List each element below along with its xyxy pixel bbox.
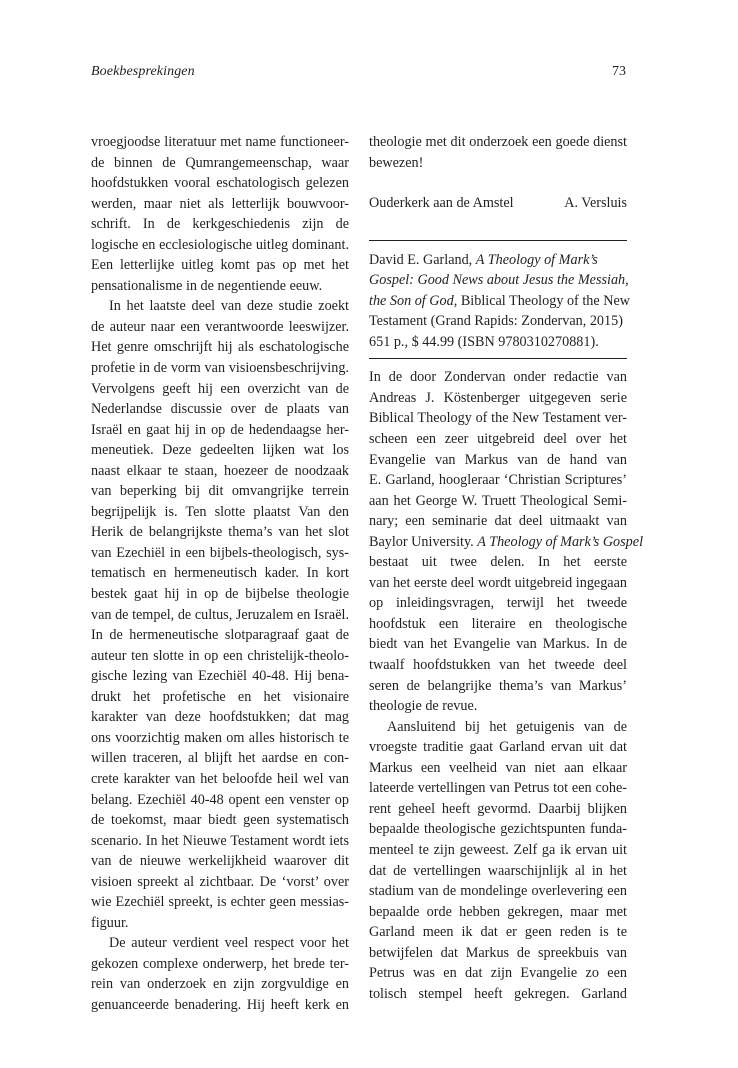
text-line: Evangelie van Markus van de hand van (369, 451, 627, 468)
text-line: schrift. In de kerkgeschiedenis zijn de (91, 216, 349, 233)
text-line: vroegste traditie gaat Garland ervan uit dat (369, 739, 627, 756)
text-line: de toekomst, maar biedt geen systematisch (91, 812, 349, 829)
text-line: meneutiek. Deze gedeelten lijken wat los (91, 442, 349, 459)
right-column (369, 132, 644, 1004)
text-line: bewezen! (369, 154, 424, 171)
text-line: tolisch stempel heeft gekregen. Garland (369, 985, 627, 1002)
text-line: aan het George W. Truett Theological Semi- (369, 492, 627, 509)
review-signature (369, 193, 627, 214)
bibliography-line (369, 250, 627, 271)
book-author: David E. Garland, (369, 251, 476, 268)
text-line: seren de belangrijke thema’s van Markus’ (369, 677, 627, 694)
text-line: tematisch en hermeneutisch kader. In kort (91, 565, 349, 582)
text-line: Markus een veelheid van niet aan elkaar (369, 759, 627, 776)
spacer (369, 359, 627, 367)
text-line: dat de vertellingen waarschijnlijk al in het (369, 862, 627, 879)
text-line: Petrus was en dat zijn Evangelie zo een (369, 965, 627, 982)
text-line: Vervolgens geeft hij een overzicht van de (91, 380, 349, 397)
baylor-text: Baylor University. (369, 533, 478, 550)
text-line: Herik de belangrijkste thema’s van het slot (91, 524, 349, 541)
text-line: belang. Ezechiël 40-48 opent een venster op (91, 791, 349, 808)
text-line: crete karakter van het beloofde heil wel van (91, 770, 349, 787)
text-line: bepaalde orde hebben gekregen, maar met (369, 903, 627, 920)
text-line: logische en ecclesiologische uitleg dominant. (91, 236, 349, 253)
bibliography-line (369, 291, 630, 312)
text-line: hoofdstuk een literaire en theologische (369, 615, 627, 632)
text-line: betwijfelen dat Markus de spreekbuis van (369, 944, 627, 961)
text-line: de binnen de Qumrangemeenschap, waar (91, 154, 349, 171)
paragraph-start-line: Aansluitend bij het getuigenis van de (387, 718, 627, 735)
text-line: profetie in de vorm van visioensbeschrijving. (91, 360, 349, 377)
text-line (369, 532, 644, 553)
text-line: werden, maar niet als letterlijk bouwvoor- (91, 195, 349, 212)
signature-author: A. Versluis (564, 195, 627, 212)
text-line: auteur ten slotte in op een christelijk-theolo- (91, 647, 349, 664)
text-line: van beperking bij dit omvangrijke terrein (91, 483, 349, 500)
book-title-part: A Theology of Mark’s (475, 251, 598, 268)
text-line: op inleidingsvragen, terwijl het tweede (369, 595, 627, 612)
text-line: hoofdstukken vooral eschatologisch gelezen (91, 175, 349, 192)
text-line: willen traceren, al blijft het aardse en con- (91, 750, 349, 767)
text-line: biedt van het Evangelie van Markus. In de (369, 636, 627, 653)
text-line: Nederlandse discussie over de plaats van (91, 401, 349, 418)
text-line: scheen een zeer uitgebreid deel over het (369, 431, 627, 448)
spacer (369, 214, 627, 240)
text-line: twaalf hoofdstukken van het tweede deel (369, 657, 627, 674)
text-line: ons voorzichtig maken om alles historisch te (91, 729, 349, 746)
text-line: van de tempel, de cultus, Jeruzalem en Israël. (91, 606, 349, 623)
text-line: theologie de revue. (369, 698, 478, 715)
text-line: gekozen complexe onderwerp, het brede ter- (91, 955, 349, 972)
spacer (369, 173, 627, 193)
book-title-inline: A Theology of Mark’s Gospel (477, 533, 644, 550)
text-line: figuur. (91, 914, 129, 931)
book-bibliography (369, 250, 630, 353)
book-series: , Biblical Theology of the New (453, 292, 630, 309)
text-line: gische lezing van Ezechiël 40-48. Hij bena- (91, 668, 349, 685)
text-line: rent geheel heeft gevormd. Daarbij blijken (369, 800, 627, 817)
text-line: Biblical Theology of the New Testament ver- (369, 410, 627, 427)
text-line: bestaat uit twee delen. In het eerste (369, 554, 627, 571)
text-line: begrijpelijk is. Ten slotte plaatst Van den (91, 503, 349, 520)
text-line: nary; een seminarie dat deel uitmaakt van (369, 513, 627, 530)
text-line: Garland meen ik dat er geen reden is te (369, 924, 627, 941)
text-line: van het eerste deel wordt uitgebreid ingegaan (369, 574, 627, 591)
text-line: menteel te zijn geweest. Zelf ga ik ervan uit (369, 841, 627, 858)
text-line: rein van onderzoek en zijn zorgvuldige en (91, 976, 349, 993)
text-line: bepaalde theologische gezichtspunten funda- (369, 821, 627, 838)
text-line: visioen spreekt al zichtbaar. De ‘vorst’ over (91, 873, 349, 890)
left-column (91, 132, 349, 1016)
text-line: Een letterlijke uitleg komt pas op met het (91, 257, 349, 274)
paragraph-start-line: De auteur verdient veel respect voor het (109, 935, 349, 952)
text-line: genuanceerde benadering. Hij heeft kerk en (91, 996, 349, 1013)
text-line: vroegjoodse literatuur met name functioneer- (91, 134, 349, 150)
page-number: 73 (612, 64, 626, 79)
text-line: pensationalisme in de negentiende eeuw. (91, 277, 323, 294)
text-line: bestek gaat hij in op de bijbelse theologie (91, 586, 349, 603)
running-head: Boekbesprekingen (91, 64, 195, 79)
text-line: In de hermeneutische slotparagraaf gaat de (91, 627, 349, 644)
signature-place: Ouderkerk aan de Amstel (369, 195, 514, 212)
text-line: Het genre omschrijft hij als eschatologische (91, 339, 349, 356)
text-line: van Ezechiël in een bijbels-theologisch, sys- (91, 544, 349, 561)
book-title-part: Gospel: Good News about Jesus the Messiah, (369, 272, 629, 289)
text-line: theologie met dit onderzoek een goede dienst (369, 134, 627, 150)
text-line: naast elkaar te staan, hoezeer de noodzaak (91, 462, 349, 479)
text-line: van de nieuwe werkelijkheid waarover dit (91, 853, 349, 870)
bibliography-line: Testament (Grand Rapids: Zondervan, 2015) (369, 313, 623, 330)
text-line: wie Ezechiël spreekt, is echter geen messias- (91, 894, 349, 911)
text-line: de auteur naar een verantwoorde leeswijzer. (91, 318, 349, 335)
text-line: drukt het profetische en het visionaire (91, 688, 349, 705)
text-line: lateerde vertellingen van Petrus tot een cohe- (369, 780, 627, 797)
text-line: In de door Zondervan onder redactie van (369, 369, 627, 386)
text-line: stadium van de mondelinge overlevering een (369, 883, 627, 900)
text-line: scenario. In het Nieuwe Testament wordt iets (91, 832, 349, 849)
paragraph-start-line: In het laatste deel van deze studie zoekt (109, 298, 349, 315)
text-line: karakter van deze hoofdstukken; dat mag (91, 709, 349, 726)
text-line: Andreas J. Köstenberger uitgegeven serie (369, 389, 627, 406)
bibliography-line: 651 p., $ 44.99 (ISBN 9780310270881). (369, 333, 599, 350)
book-title-part: the Son of God (369, 292, 454, 309)
text-line: Israël en gaat hij in op de hedendaagse her- (91, 421, 349, 438)
spacer (369, 241, 627, 250)
text-line: E. Garland, hoogleraar ‘Christian Scriptures’ (369, 472, 627, 489)
